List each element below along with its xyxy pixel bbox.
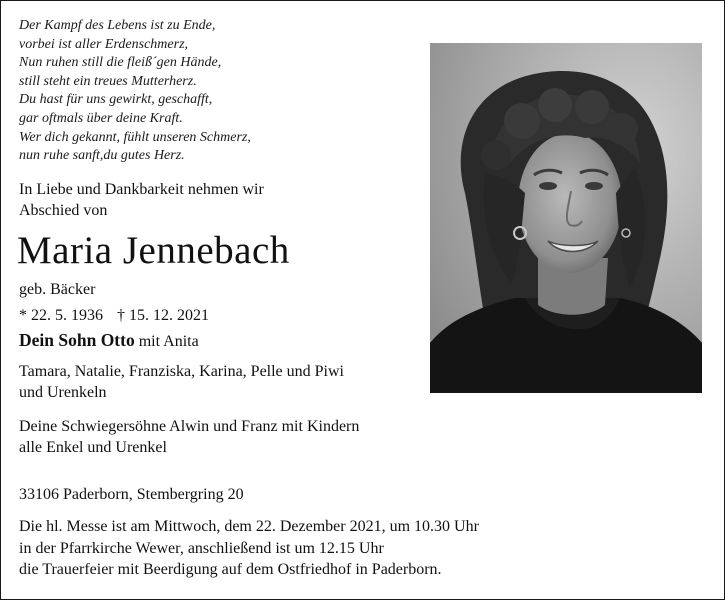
address: 33106 Paderborn, Stembergring 20	[19, 486, 244, 503]
sons-in-law-line: alle Enkel und Urenkel	[19, 439, 167, 456]
son-partner: mit Anita	[138, 333, 199, 350]
birth-name: geb. Bäcker	[19, 281, 96, 298]
service-line: Die hl. Messe ist am Mittwoch, dem 22. Dezember 2021, um 10.30 Uhr	[19, 518, 479, 535]
poem-line: still steht ein treues Mutterherz.	[19, 73, 197, 89]
sons-in-law-line: Deine Schwiegersöhne Alwin und Franz mit Kindern	[19, 418, 360, 435]
portrait-image	[430, 43, 702, 393]
poem	[19, 17, 251, 166]
poem-line: Der Kampf des Lebens ist zu Ende,	[19, 18, 216, 33]
birth-date: * 22. 5. 1936	[19, 307, 103, 324]
poem-line: Nun ruhen still die fleiß´gen Hände,	[19, 55, 222, 71]
grandchildren-line: Tamara, Natalie, Franziska, Karina, Pelle und Piwi	[19, 363, 344, 380]
service-line: die Trauerfeier mit Beerdigung auf dem Ostfriedhof in Paderborn.	[19, 561, 442, 578]
service-info	[19, 516, 479, 581]
poem-line: vorbei ist aller Erdenschmerz,	[19, 36, 189, 52]
son-name: Dein Sohn Otto	[19, 330, 135, 350]
intro-line: Abschied von	[19, 202, 108, 219]
deceased-name: Maria Jennebach	[17, 229, 290, 272]
grandchildren-line: und Urenkeln	[19, 384, 107, 401]
portrait-photo	[430, 43, 702, 393]
poem-line: gar oftmals über deine Kraft.	[19, 110, 183, 126]
intro-line: In Liebe und Dankbarkeit nehmen wir	[19, 181, 264, 198]
poem-line: Wer dich gekannt, fühlt unseren Schmerz,	[19, 129, 251, 145]
poem-line: nun ruhe sanft,du gutes Herz.	[19, 148, 185, 164]
service-line: in der Pfarrkirche Wewer, anschließend ist um 12.15 Uhr	[19, 539, 384, 557]
sons-in-law	[19, 416, 359, 458]
death-date: † 15. 12. 2021	[117, 307, 209, 324]
poem-line: Du hast für uns gewirkt, geschafft,	[19, 92, 213, 108]
intro-text	[19, 179, 264, 221]
son-line	[19, 330, 199, 352]
life-dates	[19, 305, 209, 326]
grandchildren	[19, 361, 344, 403]
